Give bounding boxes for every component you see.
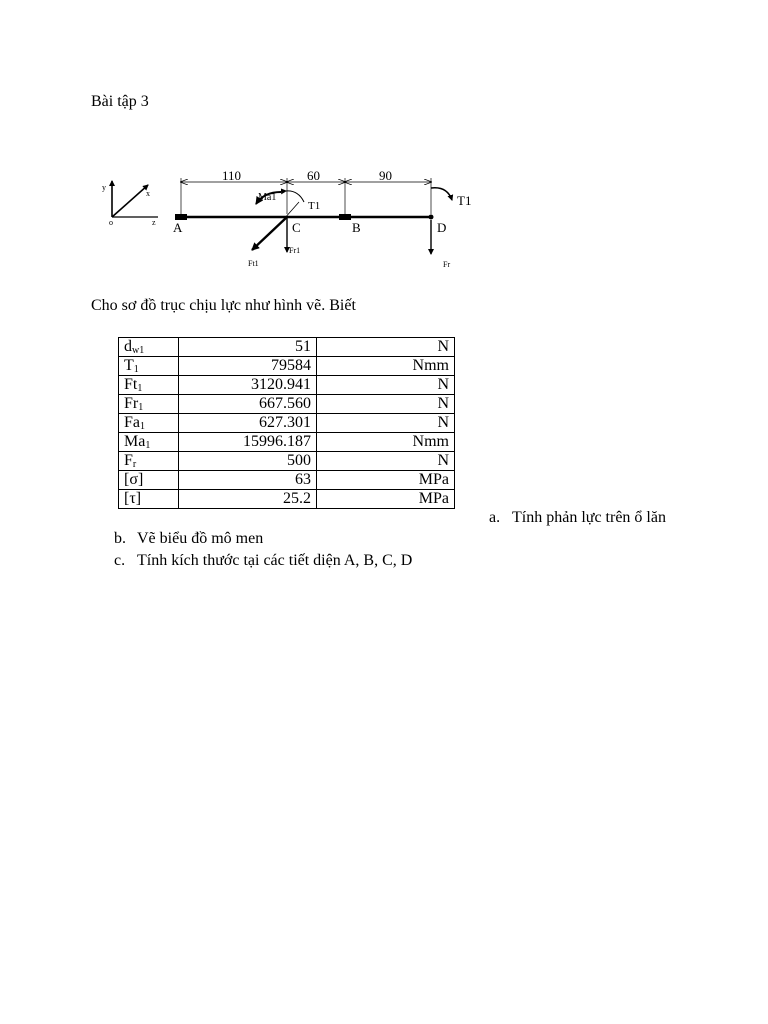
table-row: [119, 376, 455, 395]
param-name: $T_1$: [119, 357, 179, 376]
question-marker: a.: [489, 509, 501, 526]
table-row: [119, 357, 455, 376]
question-text: Tính kích thước tại các tiết diện A, B, C, D: [137, 552, 413, 569]
param-value: 3120.941: [179, 376, 317, 395]
point-d-marker: [429, 215, 434, 220]
table-row: [119, 395, 455, 414]
dimension-lines: [181, 178, 431, 214]
dim-bd: 90: [379, 168, 392, 183]
question-marker: b.: [114, 530, 126, 547]
param-unit: MPa: [317, 490, 455, 509]
table-row: [119, 471, 455, 490]
param-unit: MPa: [317, 471, 455, 490]
param-name: $Ft_1$: [119, 376, 179, 395]
question-marker: c.: [114, 552, 126, 569]
param-value: 51: [179, 338, 317, 357]
param-name: [τ]: [119, 490, 179, 509]
question-b: [114, 530, 263, 548]
axis-x-label: x: [146, 189, 150, 198]
param-value: 500: [179, 452, 317, 471]
param-unit: N: [317, 376, 455, 395]
table-row: [119, 452, 455, 471]
param-name: $F_r$: [119, 452, 179, 471]
param-value: 667.560: [179, 395, 317, 414]
param-value: 63: [179, 471, 317, 490]
exercise-title: Bài tập 3: [91, 93, 149, 110]
label-fr-d: Fr: [443, 260, 451, 269]
param-value: 25.2: [179, 490, 317, 509]
param-name: $Fr_1$: [119, 395, 179, 414]
question-text: Vẽ biểu đồ mô men: [137, 530, 264, 547]
label-d: D: [437, 220, 447, 235]
param-value: 79584: [179, 357, 317, 376]
label-t1-c: T1: [308, 200, 321, 212]
label-t1-d: T1: [457, 193, 472, 208]
table-row: [119, 490, 455, 509]
param-value: 15996.187: [179, 433, 317, 452]
label-fr1: Fr1: [289, 246, 301, 255]
dim-cb: 60: [307, 168, 320, 183]
shaft-diagram: [96, 164, 486, 276]
table-row: [119, 414, 455, 433]
label-b: B: [352, 220, 361, 235]
param-unit: Nmm: [317, 357, 455, 376]
label-ft1: Ft1: [248, 259, 259, 268]
param-name: [σ]: [119, 471, 179, 490]
param-unit: N: [317, 414, 455, 433]
label-c: C: [292, 220, 301, 235]
bearing-b: [339, 214, 351, 220]
param-name: $Ma_1$: [119, 433, 179, 452]
param-value: 627.301: [179, 414, 317, 433]
dim-ac: 110: [222, 168, 242, 183]
table-row: [119, 338, 455, 357]
axis-origin-label: o: [109, 218, 113, 227]
param-name: $d_{w1}$: [119, 338, 179, 357]
axis-z-label: z: [152, 218, 156, 227]
param-name: $Fa_1$: [119, 414, 179, 433]
question-c: [114, 552, 412, 570]
axis-y-label: y: [102, 183, 106, 192]
param-unit: N: [317, 452, 455, 471]
param-unit: Nmm: [317, 433, 455, 452]
parameters-table: [118, 337, 455, 509]
param-unit: N: [317, 338, 455, 357]
param-unit: N: [317, 395, 455, 414]
question-text: Tính phản lực trên ổ lăn: [512, 509, 666, 526]
problem-statement: Cho sơ đồ trục chịu lực như hình vẽ. Biết: [91, 297, 356, 314]
table-row: [119, 433, 455, 452]
coordinate-axes: [102, 181, 158, 227]
label-ma1: Ma1: [258, 192, 277, 203]
label-a: A: [173, 220, 183, 235]
question-a: [489, 509, 666, 527]
